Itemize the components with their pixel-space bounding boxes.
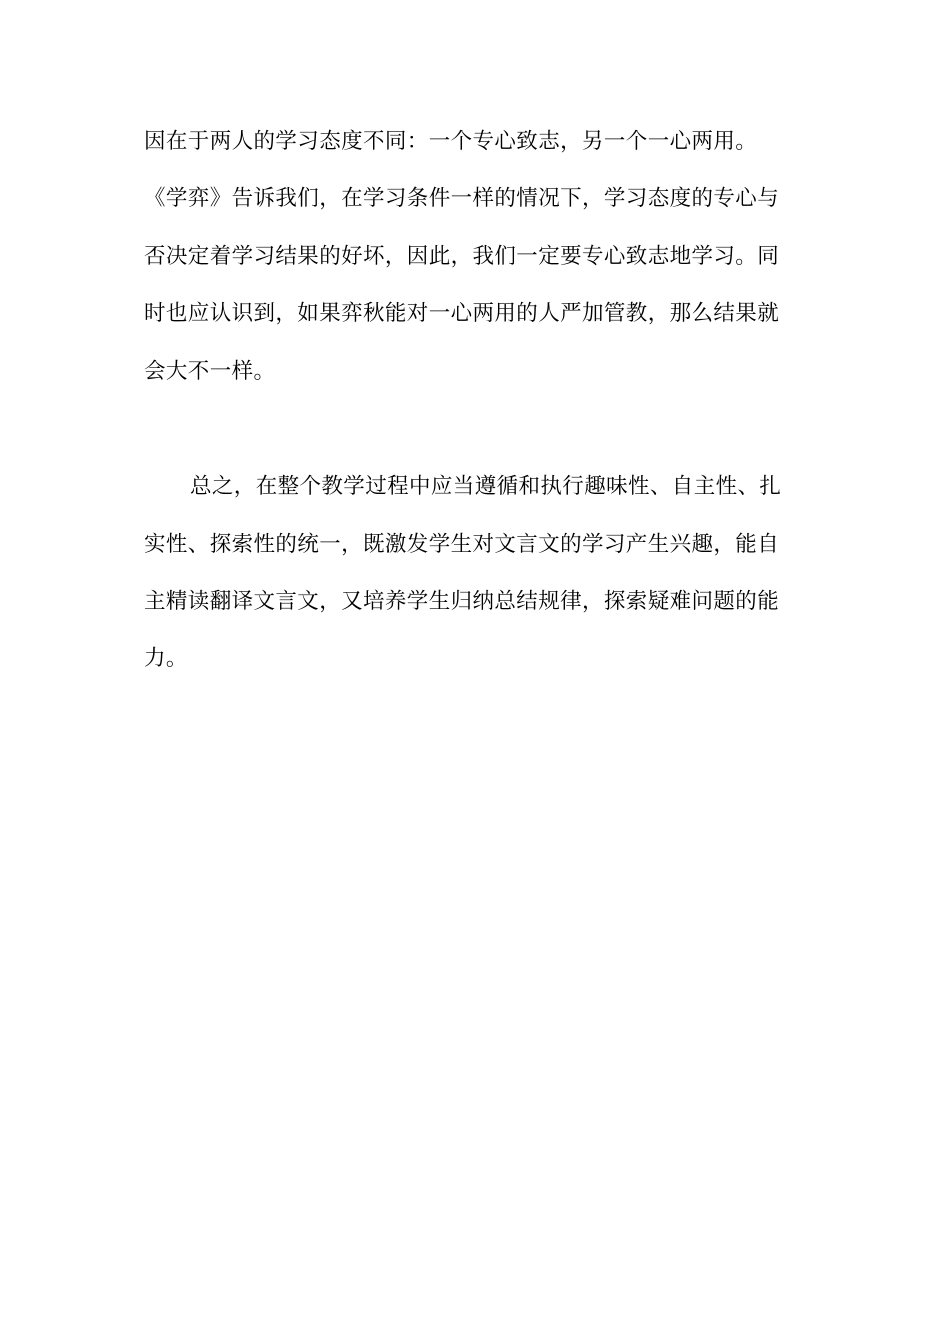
paragraph-line: 时也应认识到，如果弈秋能对一心两用的人严加管教，那么结果就 [144, 301, 780, 326]
paragraph-line: 《学弈》告诉我们，在学习条件一样的情况下，学习态度的专心与 [144, 186, 780, 211]
paragraph-line: 因在于两人的学习态度不同：一个专心致志，另一个一心两用。 [144, 129, 758, 154]
paragraph-line: 总之，在整个教学过程中应当遵循和执行趣味性、自主性、扎 [190, 474, 782, 499]
paragraph-line: 主精读翻译文言文，又培养学生归纳总结规律，探索疑难问题的能 [144, 589, 780, 614]
paragraph-line: 实性、探索性的统一，既激发学生对文言文的学习产生兴趣，能自 [144, 532, 780, 557]
paragraph-line: 力。 [144, 646, 188, 671]
paragraph-line: 会大不一样。 [144, 359, 276, 384]
paragraph-line: 否决定着学习结果的好坏，因此，我们一定要专心致志地学习。同 [144, 244, 780, 269]
